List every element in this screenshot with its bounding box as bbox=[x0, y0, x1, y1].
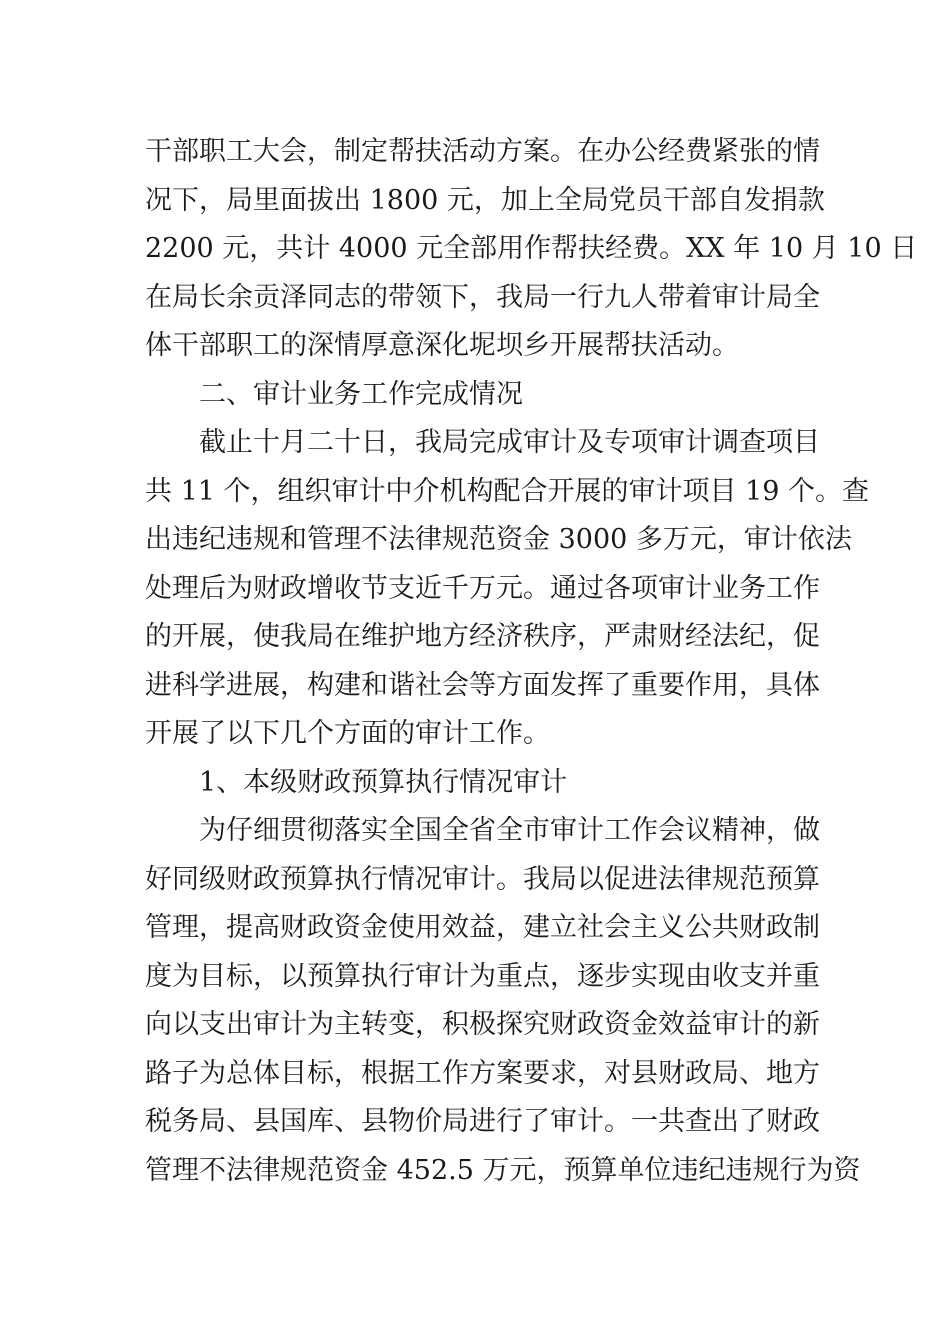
text-line: 共 11 个，组织审计中介机构配合开展的审计项目 19 个。查 bbox=[145, 475, 870, 507]
text-line: 为仔细贯彻落实全国全省全市审计工作会议精神，做 bbox=[199, 815, 820, 846]
document-body bbox=[145, 128, 918, 1195]
subsection-heading: 1、本级财政预算执行情况审计 bbox=[199, 766, 568, 798]
text-line: 2200 元，共计 4000 元全部用作帮扶经费。XX 年 10 月 10 日 bbox=[145, 233, 918, 264]
text-line: 体干部职工的深情厚意深化坭坝乡开展帮扶活动。 bbox=[145, 330, 739, 361]
section-heading: 二、审计业务工作完成情况 bbox=[199, 378, 523, 410]
text-line: 向以支出审计为主转变，积极探究财政资金效益审计的新 bbox=[145, 1009, 820, 1040]
text-line: 干部职工大会，制定帮扶活动方案。在办公经费紧张的情 bbox=[145, 136, 820, 167]
text-line: 开展了以下几个方面的审计工作。 bbox=[145, 718, 550, 749]
text-line: 截止十月二十日，我局完成审计及专项审计调查项目 bbox=[199, 427, 820, 458]
text-line: 况下，局里面拔出 1800 元，加上全局党员干部自发捐款 bbox=[145, 184, 825, 216]
text-line: 管理，提高财政资金使用效益，建立社会主义公共财政制 bbox=[145, 912, 820, 943]
text-line: 处理后为财政增收节支近千万元。通过各项审计业务工作 bbox=[145, 572, 820, 604]
text-line: 出违纪违规和管理不法律规范资金 3000 多万元，审计依法 bbox=[145, 524, 852, 555]
text-line: 度为目标，以预算执行审计为重点，逐步实现由收支并重 bbox=[145, 960, 820, 992]
text-line: 在局长余贡泽同志的带领下，我局一行九人带着审计局全 bbox=[145, 281, 820, 313]
text-line: 税务局、县国库、县物价局进行了审计。一共查出了财政 bbox=[145, 1106, 820, 1137]
text-line: 路子为总体目标，根据工作方案要求，对县财政局、地方 bbox=[145, 1057, 820, 1089]
text-line: 的开展，使我局在维护地方经济秩序，严肃财经法纪，促 bbox=[145, 621, 820, 652]
text-line: 进科学进展，构建和谐社会等方面发挥了重要作用，具体 bbox=[145, 669, 820, 701]
text-line: 好同级财政预算执行情况审计。我局以促进法律规范预算 bbox=[145, 863, 820, 895]
text-line: 管理不法律规范资金 452.5 万元，预算单位违纪违规行为资 bbox=[145, 1154, 861, 1186]
